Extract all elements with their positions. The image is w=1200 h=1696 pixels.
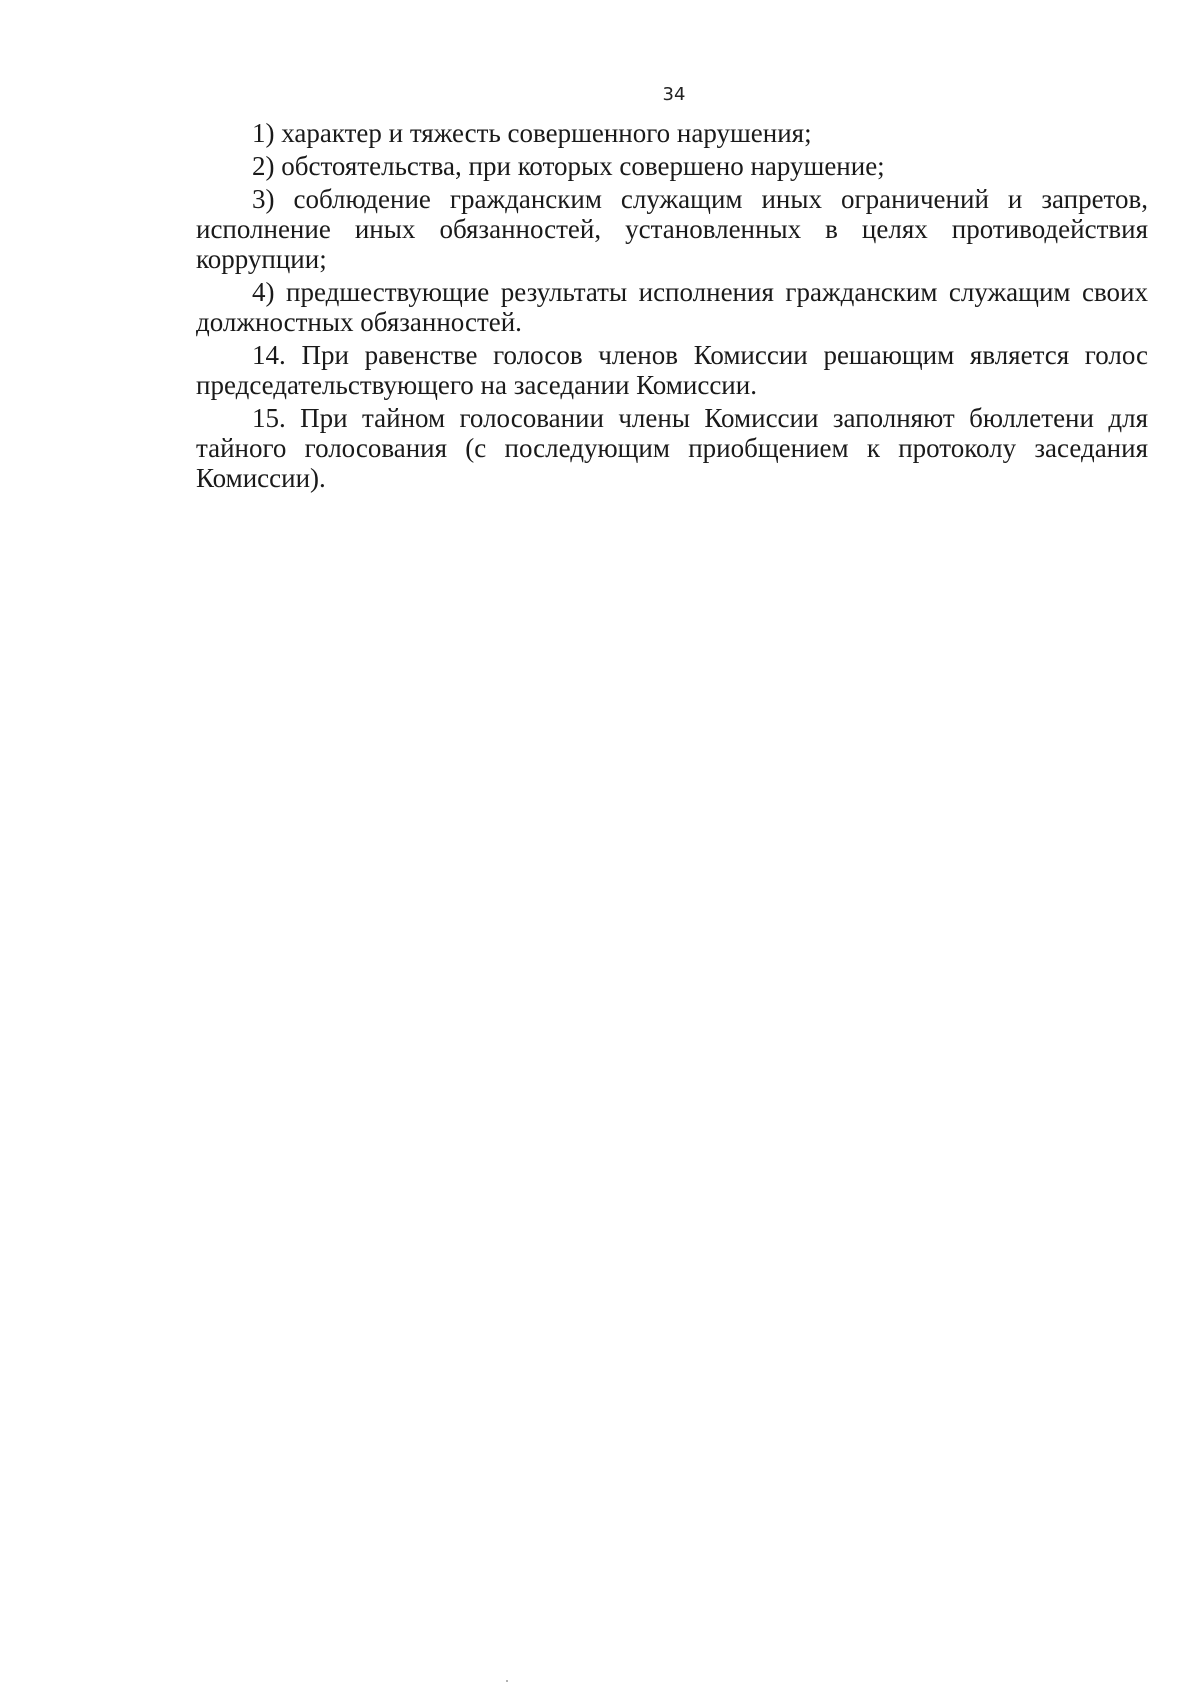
scan-artifact-dot [506, 1680, 508, 1682]
paragraph-clause-14: 14. При равенстве голосов членов Комиссии решающим является голос председательствующего на заседании Комиссии. [196, 340, 1148, 400]
paragraph-item-2: 2) обстоятельства, при которых совершено нарушение; [252, 151, 885, 181]
page-number: 34 [662, 84, 686, 105]
document-body [196, 118, 1148, 496]
paragraph-item-3: 3) соблюдение гражданским служащим иных ограничений и запретов, исполнение иных обязанностей, установленных в целях противодействия коррупции; [196, 184, 1148, 274]
paragraph-item-4: 4) предшествующие результаты исполнения гражданским служащим своих должностных обязанностей. [196, 277, 1148, 337]
paragraph-clause-15: 15. При тайном голосовании члены Комиссии заполняют бюллетени для тайного голосования (с последующим приобщением к протоколу заседания Комиссии). [196, 403, 1148, 493]
paragraph-item-1: 1) характер и тяжесть совершенного нарушения; [252, 118, 812, 148]
